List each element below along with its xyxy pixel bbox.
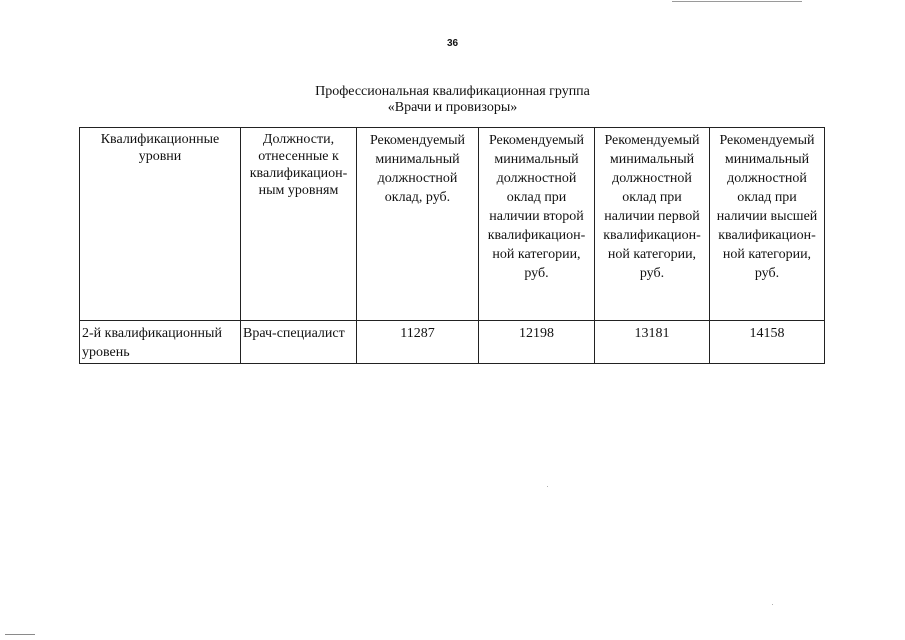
scan-speck xyxy=(772,604,773,605)
page-number: 36 xyxy=(446,38,459,49)
header-cell-levels xyxy=(80,128,241,321)
header-cell-first-category xyxy=(595,128,710,321)
header-label: Рекомендуемый минимальный должностной оклад при наличии высшей квалификацион-ной категории, руб. xyxy=(716,133,818,281)
header-label: Рекомендуемый минимальный должностной оклад при наличии второй квалификацион-ной категории, руб. xyxy=(487,133,586,281)
table-row xyxy=(80,321,825,364)
scan-speck xyxy=(547,486,548,487)
scan-artifact-line-bottom xyxy=(5,634,35,635)
table-header-row xyxy=(80,128,825,321)
header-cell-second-category xyxy=(479,128,595,321)
cell-salary-highest-category: 14158 xyxy=(710,321,825,364)
header-label: Рекомендуемый минимальный должностной оклад, руб. xyxy=(369,133,466,205)
header-cell-positions xyxy=(241,128,357,321)
cell-salary-second-category: 12198 xyxy=(479,321,595,364)
cell-level: 2-й квалификационный уровень xyxy=(80,321,241,364)
header-cell-highest-category xyxy=(710,128,825,321)
cell-salary-first-category: 13181 xyxy=(595,321,710,364)
scan-artifact-line-top xyxy=(672,1,802,2)
cell-position: Врач-специалист xyxy=(241,321,357,364)
header-label: Рекомендуемый минимальный должностной оклад при наличии первой квалификацион-ной категории, руб. xyxy=(603,133,701,281)
header-label: Квалификационные уровни xyxy=(100,132,220,164)
document-title xyxy=(0,84,905,116)
salary-table xyxy=(79,127,825,364)
title-line-2: «Врачи и провизоры» xyxy=(387,100,518,115)
cell-salary-base: 11287 xyxy=(357,321,479,364)
header-label: Должности, отнесенные к квалификацион-ным уровням xyxy=(249,132,348,198)
title-line-1: Профессиональная квалификационная группа xyxy=(315,84,590,99)
header-cell-base-salary xyxy=(357,128,479,321)
